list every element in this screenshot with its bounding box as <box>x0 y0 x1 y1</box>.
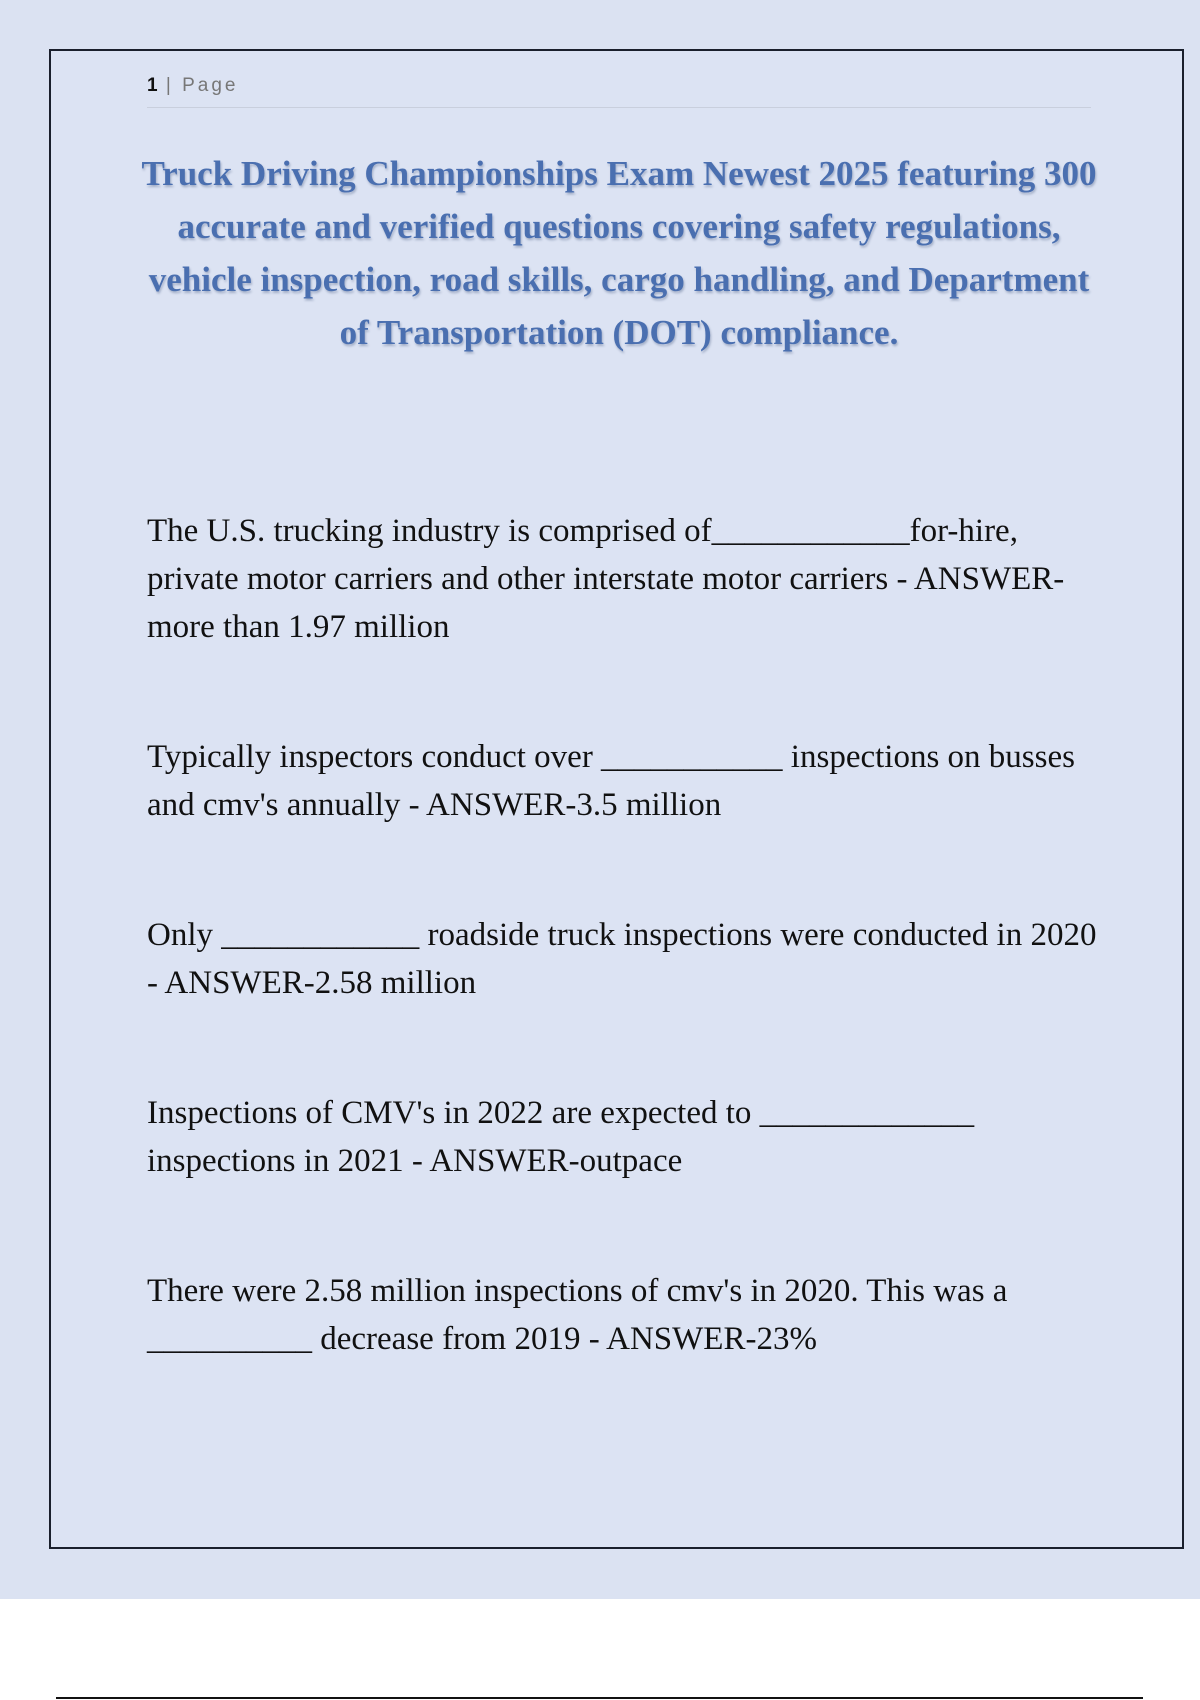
question-1: The U.S. trucking industry is comprised of____________for-hire, private motor carriers and other interstate motor carriers - ANSWER-more than 1.97 million <box>147 513 1065 645</box>
page-number: 1 <box>147 75 158 96</box>
page-label: Page <box>182 75 239 96</box>
header-rule <box>147 107 1091 108</box>
page-header: 1 | Page <box>147 75 239 96</box>
next-page-border <box>56 1697 1143 1699</box>
question-5: There were 2.58 million inspections of cmv's in 2020. This was a __________ decrease from 2019 - ANSWER-23% <box>147 1273 1008 1357</box>
question-2: Typically inspectors conduct over ___________ inspections on busses and cmv's annually - ANSWER-3.5 million <box>147 739 1075 823</box>
question-4: Inspections of CMV's in 2022 are expected to _____________ inspections in 2021 - ANSWER-outpace <box>147 1095 975 1179</box>
document-title: Truck Driving Championships Exam Newest 2025 featuring 300 accurate and verified questions covering safety regulations, vehicle inspection, road skills, cargo handling, and Department of Transportation (DOT) compliance. <box>141 154 1097 352</box>
question-3: Only ____________ roadside truck inspections were conducted in 2020 - ANSWER-2.58 million <box>147 917 1097 1001</box>
document-page <box>49 49 1184 1549</box>
